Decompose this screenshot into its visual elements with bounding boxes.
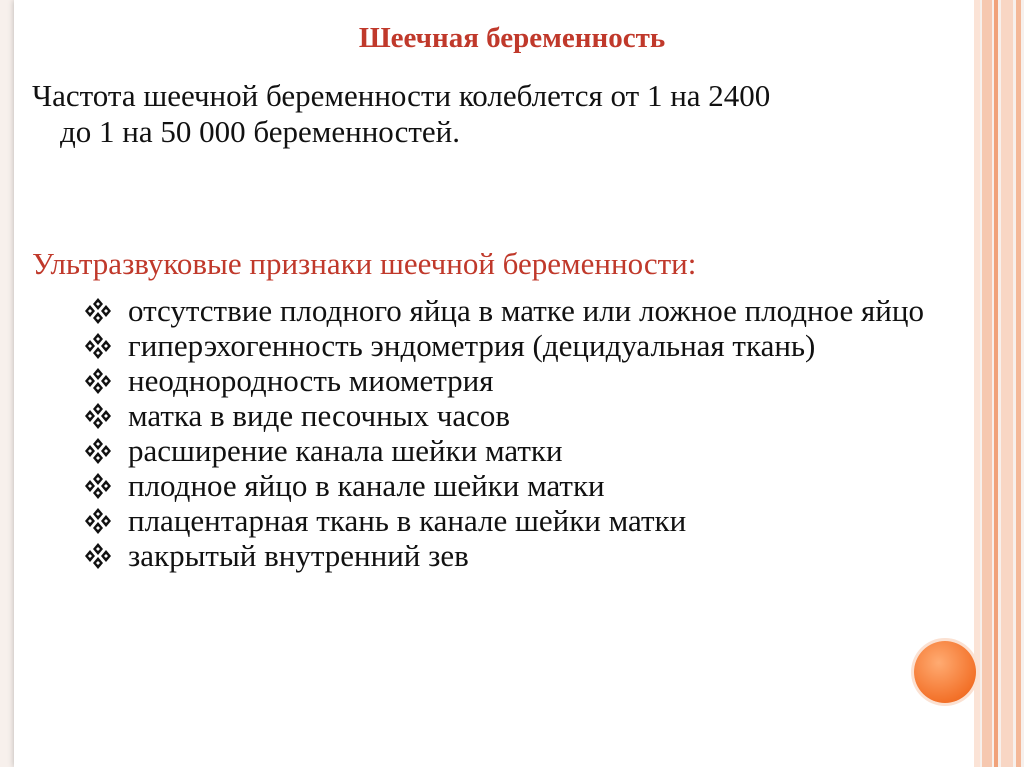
four-diamond-bullet-icon [80,507,116,535]
intro-line-2: до 1 на 50 000 беременностей. [60,114,460,149]
slide-title: Шеечная беременность [358,22,666,54]
intro-line-1: Частота шеечной беременности колеблется от 1 на 2400 [32,78,771,113]
decorative-orange-circle [914,641,976,703]
four-diamond-bullet-icon [80,402,116,430]
ultrasound-sign-text: плодное яйцо в канале шейки матки [128,468,605,503]
ultrasound-sign-text: неоднородность миометрия [128,363,494,398]
ultrasound-signs-list [80,294,982,574]
ultrasound-sign-item [80,539,982,572]
ultrasound-sign-text: матка в виде песочных часов [128,398,510,433]
four-diamond-bullet-icon [80,297,116,325]
four-diamond-bullet-icon [80,472,116,500]
ultrasound-sign-item [80,294,982,327]
ultrasound-sign-text: отсутствие плодного яйца в матке или ложное плодное яйцо [128,293,924,328]
ultrasound-sign-text: расширение канала шейки матки [128,433,563,468]
intro-paragraph [32,78,980,150]
ultrasound-sign-text: плацентарная ткань в канале шейки матки [128,503,687,538]
four-diamond-bullet-icon [80,332,116,360]
four-diamond-bullet-icon [80,437,116,465]
ultrasound-sign-text: закрытый внутренний зев [128,538,469,573]
ultrasound-sign-item [80,329,982,362]
ultrasound-sign-text: гиперэхогенность эндометрия (децидуальная ткань) [128,328,816,363]
ultrasound-sign-item [80,364,982,397]
ultrasound-sign-item [80,504,982,537]
ultrasound-sign-item [80,399,982,432]
four-diamond-bullet-icon [80,542,116,570]
ultrasound-signs-heading: Ультразвуковые признаки шеечной беременности: [32,246,697,281]
ultrasound-sign-item [80,434,982,467]
ultrasound-sign-item [80,469,982,502]
four-diamond-bullet-icon [80,367,116,395]
